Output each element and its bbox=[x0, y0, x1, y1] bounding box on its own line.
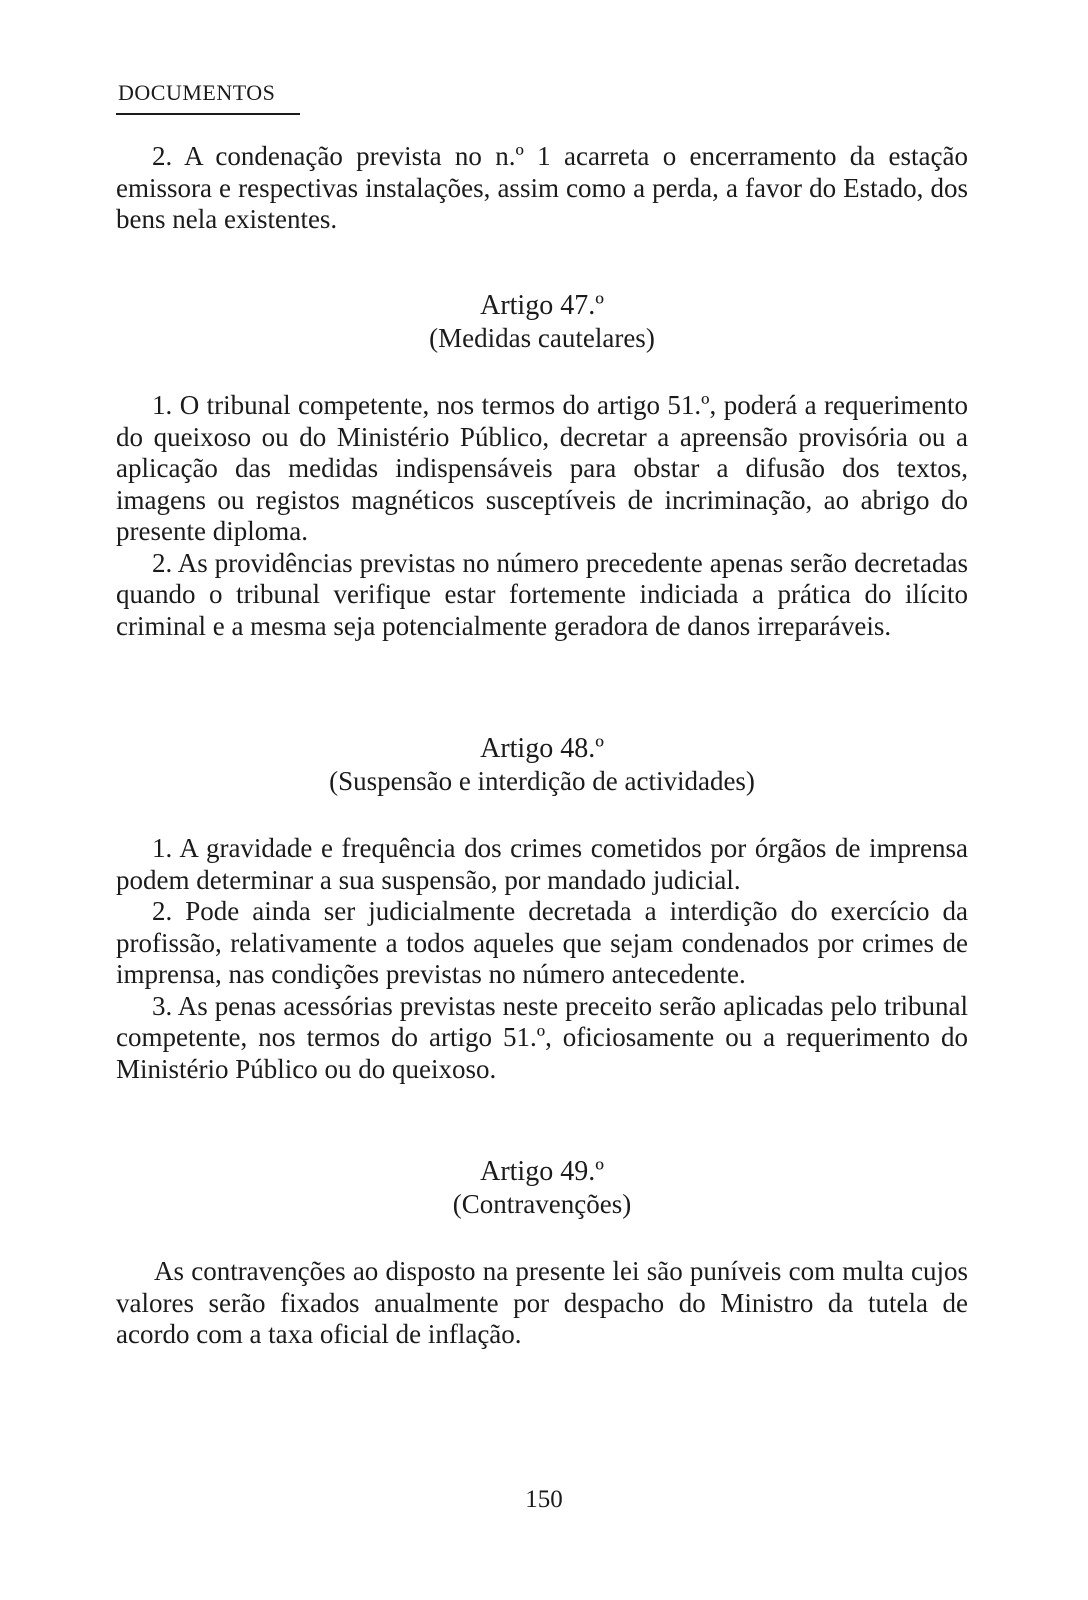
article-title: Artigo 49.º bbox=[480, 1156, 604, 1187]
article-heading-47 bbox=[116, 290, 968, 354]
article-subtitle: (Medidas cautelares) bbox=[429, 323, 655, 353]
article-paragraph: 2. As providências previstas no número precedente apenas serão decretadas quando o tribunal verifique estar fortemente indiciada a prática do ilícito criminal e a mesma seja potencialmente geradora de danos irreparáveis. bbox=[116, 547, 968, 641]
running-head-rule bbox=[116, 113, 300, 115]
article-body-47 bbox=[116, 390, 968, 642]
article-subtitle: (Contravenções) bbox=[452, 1189, 632, 1219]
intro-paragraph: 2. A condenação prevista no n.º 1 acarreta o encerramento da estação emissora e respectivas instalações, assim como a perda, a favor do Estado, dos bens nela existentes. bbox=[116, 141, 968, 234]
article-body-48 bbox=[116, 833, 968, 1085]
article-heading-48 bbox=[116, 733, 968, 797]
intro-section bbox=[116, 141, 968, 236]
article-paragraph: 1. A gravidade e frequência dos crimes cometidos por órgãos de imprensa podem determinar a sua suspensão, por mandado judicial. bbox=[116, 833, 968, 895]
article-title: Artigo 47.º bbox=[480, 290, 604, 321]
article-heading-49 bbox=[116, 1156, 968, 1220]
article-paragraph: 3. As penas acessórias previstas neste preceito serão aplicadas pelo tribunal competente, nos termos do artigo 51.º, oficiosamente ou a requerimento do Ministério Público ou do queixoso. bbox=[116, 990, 968, 1084]
page-number: 150 bbox=[525, 1486, 563, 1513]
article-paragraph: 1. O tribunal competente, nos termos do artigo 51.º, poderá a requerimento do queixoso ou do Ministério Público, decretar a apreensão provisória ou a aplicação das medidas indispensáveis para obstar a difusão dos textos, imagens ou registos magnéticos susceptíveis de incriminação, ao abrigo do presente diploma. bbox=[116, 390, 968, 546]
article-title: Artigo 48.º bbox=[480, 733, 604, 764]
article-body-49 bbox=[116, 1256, 968, 1351]
article-paragraph: As contravenções ao disposto na presente lei são puníveis com multa cujos valores serão fixados anualmente por despacho do Ministro da tutela de acordo com a taxa oficial de inflação. bbox=[116, 1256, 968, 1349]
article-subtitle: (Suspensão e interdição de actividades) bbox=[329, 766, 755, 796]
running-head: DOCUMENTOS bbox=[118, 80, 276, 105]
article-paragraph: 2. Pode ainda ser judicialmente decretada a interdição do exercício da profissão, relativamente a todos aqueles que sejam condenados por crimes de imprensa, nas condições previstas no número antecedente. bbox=[116, 896, 968, 989]
